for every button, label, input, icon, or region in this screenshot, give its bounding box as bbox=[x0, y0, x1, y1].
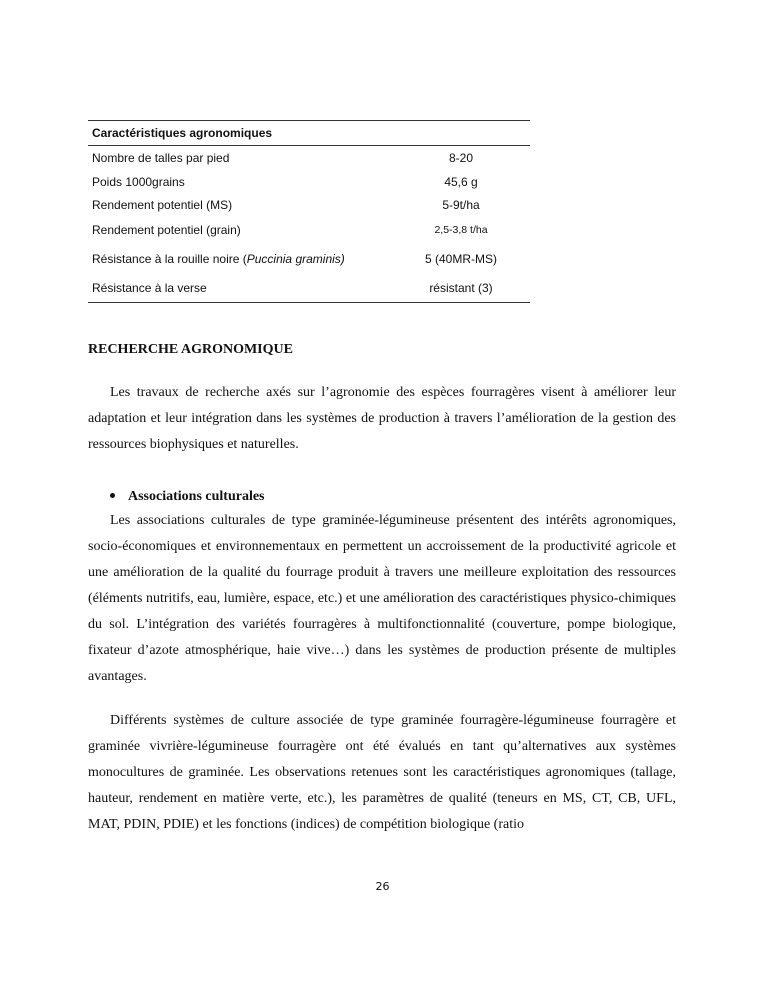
row-label: Résistance à la verse bbox=[92, 281, 207, 295]
row-label: Nombre de talles par pied bbox=[92, 151, 230, 165]
table-row bbox=[88, 146, 530, 170]
table-row bbox=[88, 243, 530, 274]
agronomic-characteristics-table bbox=[88, 120, 530, 303]
row-label-prefix: Résistance à la rouille noire ( bbox=[92, 251, 247, 266]
paragraph-intro: Les travaux de recherche axés sur l’agronomie des espèces fourragères visent à améliorer leur adaptation et leur intégration dans les systèmes de production à travers l’amélioration de la gestion des ressources biophysiques et naturelles. bbox=[88, 385, 676, 452]
row-label: Rendement potentiel (grain) bbox=[92, 223, 241, 237]
table-row bbox=[88, 170, 530, 193]
row-value: résistant (3) bbox=[429, 281, 493, 295]
table-bottom-rule bbox=[88, 302, 530, 303]
table-row bbox=[88, 193, 530, 217]
row-label bbox=[88, 252, 392, 266]
section-heading: RECHERCHE AGRONOMIQUE bbox=[88, 342, 293, 357]
bullet-dot-icon bbox=[110, 493, 115, 498]
bullet-heading-text: Associations culturales bbox=[128, 489, 265, 504]
row-value: 45,6 g bbox=[444, 174, 478, 189]
page-number: 26 bbox=[375, 880, 390, 893]
row-label-species: Puccinia graminis) bbox=[246, 251, 345, 266]
table-header: Caractéristiques agronomiques bbox=[88, 121, 530, 146]
row-value: 5-9t/ha bbox=[442, 198, 480, 212]
row-value: 5 (40MR-MS) bbox=[424, 251, 497, 266]
row-value: 2,5-3,8 t/ha bbox=[434, 224, 488, 236]
paragraph-systems: Différents systèmes de culture associée de type graminée fourragère-légumineuse fourragère et graminée vivrière-légumineuse fourragère ont été évalués en tant qu’alternatives aux systèmes monocultures de graminée. Les observations retenues sont les caractéristiques agronomiques (tallage, hauteur, rendement en matière verte, etc.), les paramètres de qualité (teneurs en MS, CT, CB, UFL, MAT, PDIN, PDIE) et les fonctions (indices) de compétition biologique (ratio bbox=[88, 713, 676, 832]
bullet-heading bbox=[110, 487, 265, 507]
row-value: 8-20 bbox=[448, 151, 474, 165]
table-row bbox=[88, 217, 530, 243]
row-label: Poids 1000grains bbox=[92, 174, 185, 189]
table-row bbox=[88, 274, 530, 302]
row-label: Rendement potentiel (MS) bbox=[92, 198, 233, 212]
paragraph-associations: Les associations culturales de type graminée-légumineuse présentent des intérêts agronomiques, socio-économiques et environnementaux en permettent un accroissement de la productivité agricole et une amélioration de la qualité du fourrage produit à travers une meilleure exploitation des ressources (éléments nutritifs, eau, lumière, espace, etc.) et une amélioration des caractéristiques physico-chimiques du sol. L’intégration des variétés fourragères à multifonctionnalité (couverture, pompe biologique, fixateur d’azote atmosphérique, haie vive…) dans les systèmes de production présente de multiples avantages. bbox=[88, 513, 676, 684]
